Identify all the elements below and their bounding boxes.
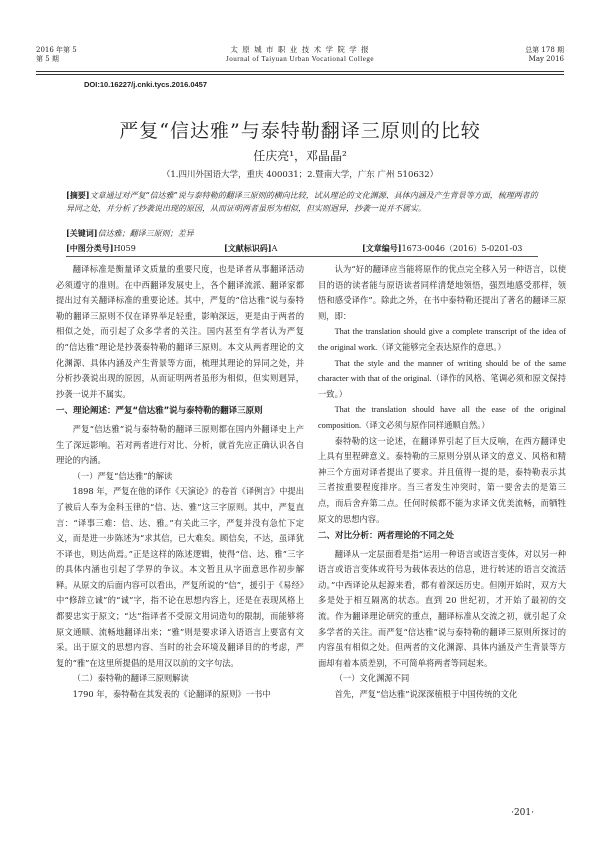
paper-title: 严复“信达雅”与泰特勒翻译三原则的比较 bbox=[119, 120, 481, 142]
affiliation: （1.四川外国语大学，重庆 400031；2.暨南大学，广东 广州 510632） bbox=[161, 170, 439, 180]
quote-principle-1: That the translation should give a complete transcript of the idea of the original work.（译文能够完全表达原作的意思。） bbox=[318, 327, 566, 352]
header-rule bbox=[36, 71, 564, 72]
left-column bbox=[56, 262, 304, 703]
section-heading: 一、理论阐述：严复“信达雅”说与泰特勒的翻译三原则 bbox=[56, 406, 263, 417]
keywords bbox=[66, 228, 538, 239]
header-issue-right: 总第 178 期 May 2016 bbox=[525, 46, 564, 63]
abstract bbox=[66, 189, 538, 215]
abstract-label: [摘要] bbox=[66, 190, 90, 200]
journal-header bbox=[36, 44, 564, 70]
header-issue-left: 2016 年第 5 第 5 期 bbox=[36, 46, 77, 63]
subsection-heading: （二）泰特勒的翻译三原则解读 bbox=[72, 673, 189, 684]
doc-code: [文献标识码]A bbox=[224, 243, 278, 253]
journal-name-cn: 太 原 城 市 职 业 技 术 学 院 学 报 bbox=[230, 45, 370, 54]
subsection-heading: （一）文化渊源不同 bbox=[334, 673, 410, 684]
quote-principle-2: That the style and the manner of writing should be of the same character with that of the original.（译作的风格、笔调必须和原文保持一致。） bbox=[318, 358, 566, 399]
keywords-text: 信达雅；翻译三原则；差异 bbox=[97, 229, 194, 238]
header-rule-thin bbox=[36, 74, 564, 75]
abstract-text: 文章通过对严复“信达雅”说与泰特勒的翻译三原则的横向比较，试从理论的文化渊源、具体内涵及产生背景等方面，梳理两者的异同之处，并分析了抄袭说出现的原因，从而证明两者虽形为相似，但实则迥异，抄袭一说并不属实。 bbox=[66, 191, 538, 213]
subsection-heading: （一）严复“信达雅”的解读 bbox=[72, 470, 173, 481]
article-number: [文章编号]1673-0046（2016）5-0201-03 bbox=[362, 243, 523, 253]
authors: 任庆亮¹，邓晶晶² bbox=[253, 149, 347, 163]
journal-name-en: Journal of Taiyuan Urban Vocational College bbox=[226, 55, 374, 63]
paragraph: 1790 年，泰特勒在其发表的《论翻译的原则》一书中 bbox=[72, 689, 271, 700]
doi: DOI:10.16227/j.cnki.tycs.2016.0457 bbox=[84, 80, 208, 89]
section-heading: 二、对比分析：两者理论的不同之处 bbox=[318, 531, 455, 542]
paragraph: 首先，严复“信达雅”说深深植根于中国传统的文化 bbox=[334, 689, 518, 700]
quote-principle-3: That the translation should have all the ease of the original composition.（译文必须与原作同样通顺自然。） bbox=[318, 405, 566, 430]
paragraph: 认为“好的翻译应当能将原作的优点完全移入另一种语言，以使目的语的读者能与原语读者同样清楚地领悟，强烈地感受那样，领悟和感受译作”。除此之外，在书中泰特勒还提出了著名的翻译三原则，即： bbox=[318, 264, 566, 321]
clc-code: [中图分类号]H059 bbox=[66, 243, 136, 253]
right-column bbox=[318, 262, 566, 703]
paragraph: 翻译从一定层面看是指“运用一种语言或语言变体，对以另一种语言或语言变体或符号为载体表达的信息，进行转述的语言交流活动。”中西译论从起源来看，都有着深远历史。但刚开始时，双方大多是处于相互隔离的状态。直到 20 世纪初，才开始了最初的交流。作为翻译理论研究的重点，翻译标准从交流之初，就引起了众多学者的关注。而严复“信达雅”说与泰特勒的翻译三原则所探讨的内容虽有相似之处。但两者的文化渊源、具体内涵及产生背景等方面却有着本质差别，不可简单将两者等同起来。 bbox=[318, 548, 566, 668]
abstract-separator bbox=[66, 256, 538, 257]
paragraph: 1898 年，严复在他的译作《天演论》的卷首《译例言》中提出了被后人奉为金科玉律的“信、达、雅”这三字原则。其中，严复直言：“译事三难：信、达、雅。”有关此三字，严复并没有急忙下定义，而是进一步陈述为“求其信，已大难矣。顾信矣，不达，虽译犹不译也，则达尚焉。”正是这样的陈述逻辑，使得“信、达、雅”三字的具体内涵也引起了学界的争议。本文暂且从字面意思作初步解释。从原文的后面内容可以看出，严复所说的“信”，援引于《易经》中“修辞立诚”的“诚”字，指不论在思想内容上，还是在表现风格上都要忠实于原文；“达”指译者不受原文用词造句的限制，而能够将原文通顺、流畅地翻译出来；“雅”则是要求译入语语言上要富有文采。出于原文的思想内容、当时的社会环境及翻译目的的考虑，严复的“雅”在这里所提倡的是用汉以前的文字句法。 bbox=[56, 486, 304, 668]
header-journal-name bbox=[156, 44, 444, 63]
paragraph: 严复“信达雅”说与泰特勒的翻译三原则都在国内外翻译史上产生了深远影响。若对两者进行对比、分析，就首先应正确认识各自理论的内涵。 bbox=[56, 423, 304, 466]
paragraph: 泰特勒的这一论述，在翻译界引起了巨大反响，在西方翻译史上具有里程碑意义。泰特勒的三原则分别从译文的意义、风格和精神三个方面对译者提出了要求。并且值得一提的是，泰特勒表示其三者按重要程度排序。当三者发生冲突时，第一要舍去的是第三点，而后舍弃第二点。任何时候都不能为求译文优美流畅，而牺牲原文的思想内容。 bbox=[318, 435, 566, 524]
page-number: ·201· bbox=[511, 808, 534, 818]
paragraph: 翻译标准是衡量译文质量的重要尺度，也是译者从事翻译活动必须遵守的准则。在中西翻译发展史上，各个翻译流派、翻译家都提出过有关翻译标准的重要论述。其中，严复的“信达雅”说与泰特勒的翻译三原则不仅在译界举足轻重，影响深远，更是由于两者的相似之处，而引起了众多学者的关注。国内甚至有学者认为严复的“信达雅”理论是抄袭泰特勒的翻译三原则。本文从两者理论的文化渊源、具体内涵及产生背景等方面，梳理其理论的异同之处，并分析抄袭说出现的原因，从而证明两者虽形为相似，但实则迥异，抄袭一说并不属实。 bbox=[56, 264, 304, 399]
keywords-label: [关键词] bbox=[66, 228, 98, 238]
